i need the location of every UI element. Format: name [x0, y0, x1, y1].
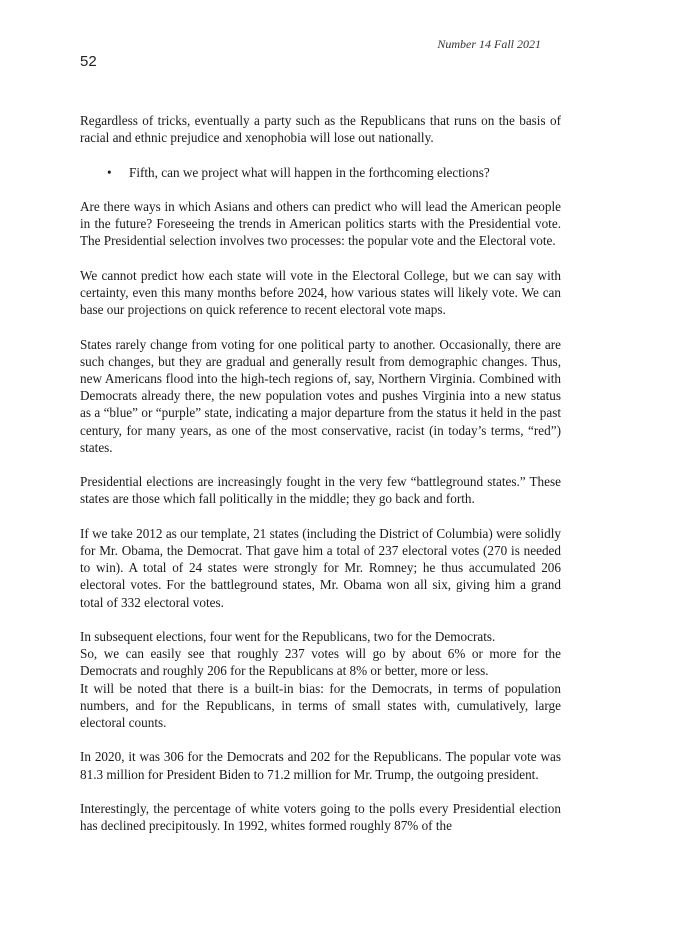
- bullet-item: [80, 164, 561, 181]
- paragraph-5: Presidential elections are increasingly fought in the very few “battleground states.” These states are those which fall politically in the middle; they go back and forth.: [80, 474, 561, 507]
- paragraph-2: Are there ways in which Asians and others can predict who will lead the American people in the future? Foreseeing the trends in American politics starts with the Presidential vote. The Presidential selection involves two processes: the popular vote and the Electoral vote.: [80, 198, 561, 249]
- article-body: [80, 112, 561, 852]
- bullet-mark: •: [107, 164, 112, 180]
- paragraph-7c: It will be noted that there is a built-in bias: for the Democrats, in terms of population numbers, and for the Republicans, in terms of small states with, cumulatively, large electoral counts.: [80, 680, 561, 730]
- paragraph-7b: So, we can easily see that roughly 237 votes will go by about 6% or more for the Democrats and roughly 206 for the Republicans at 8% or better, more or less.: [80, 646, 561, 679]
- paragraph-1: Regardless of tricks, eventually a party such as the Republicans that runs on the basis of racial and ethnic prejudice and xenophobia will lose out nationally.: [80, 113, 561, 146]
- paragraph-9: Interestingly, the percentage of white voters going to the polls every Presidential election has declined precipitously. In 1992, whites formed roughly 87% of the: [80, 800, 561, 834]
- paragraph-3: We cannot predict how each state will vote in the Electoral College, but we can say with certainty, even this many months before 2024, how various states will likely vote. We can base our projections on quick reference to recent electoral vote maps.: [80, 267, 561, 318]
- running-header: Number 14 Fall 2021: [437, 37, 541, 51]
- paragraph-8: In 2020, it was 306 for the Democrats and 202 for the Republicans. The popular vote was 81.3 million for President Biden to 71.2 million for Mr. Trump, the outgoing president.: [80, 749, 561, 782]
- bullet-text: Fifth, can we project what will happen in the forthcoming elections?: [129, 164, 490, 180]
- paragraph-4: States rarely change from voting for one political party to another. Occasionally, there are such changes, but they are gradual and generally result from demographic changes. Thus, new Americans flood into the high-tech regions of, say, Northern Virginia. Combined with Democrats already there, the new population votes and pushes Virginia into a new status as a “blue” or “purple” state, indicating a major departure from the status it held in the past century, for many years, as one of the most conservative, racist (in today’s terms, “red”) states.: [80, 336, 561, 455]
- paragraph-7a: In subsequent elections, four went for the Republicans, two for the Democrats.: [80, 628, 496, 644]
- page-number: 52: [80, 53, 97, 70]
- paragraph-6: If we take 2012 as our template, 21 states (including the District of Columbia) were solidly for Mr. Obama, the Democrat. That gave him a total of 237 electoral votes (270 is needed to win). A total of 24 states were strongly for Mr. Romney; he thus accumulated 206 electoral votes. For the battleground states, Mr. Obama won all six, giving him a grand total of 332 electoral votes.: [80, 525, 561, 610]
